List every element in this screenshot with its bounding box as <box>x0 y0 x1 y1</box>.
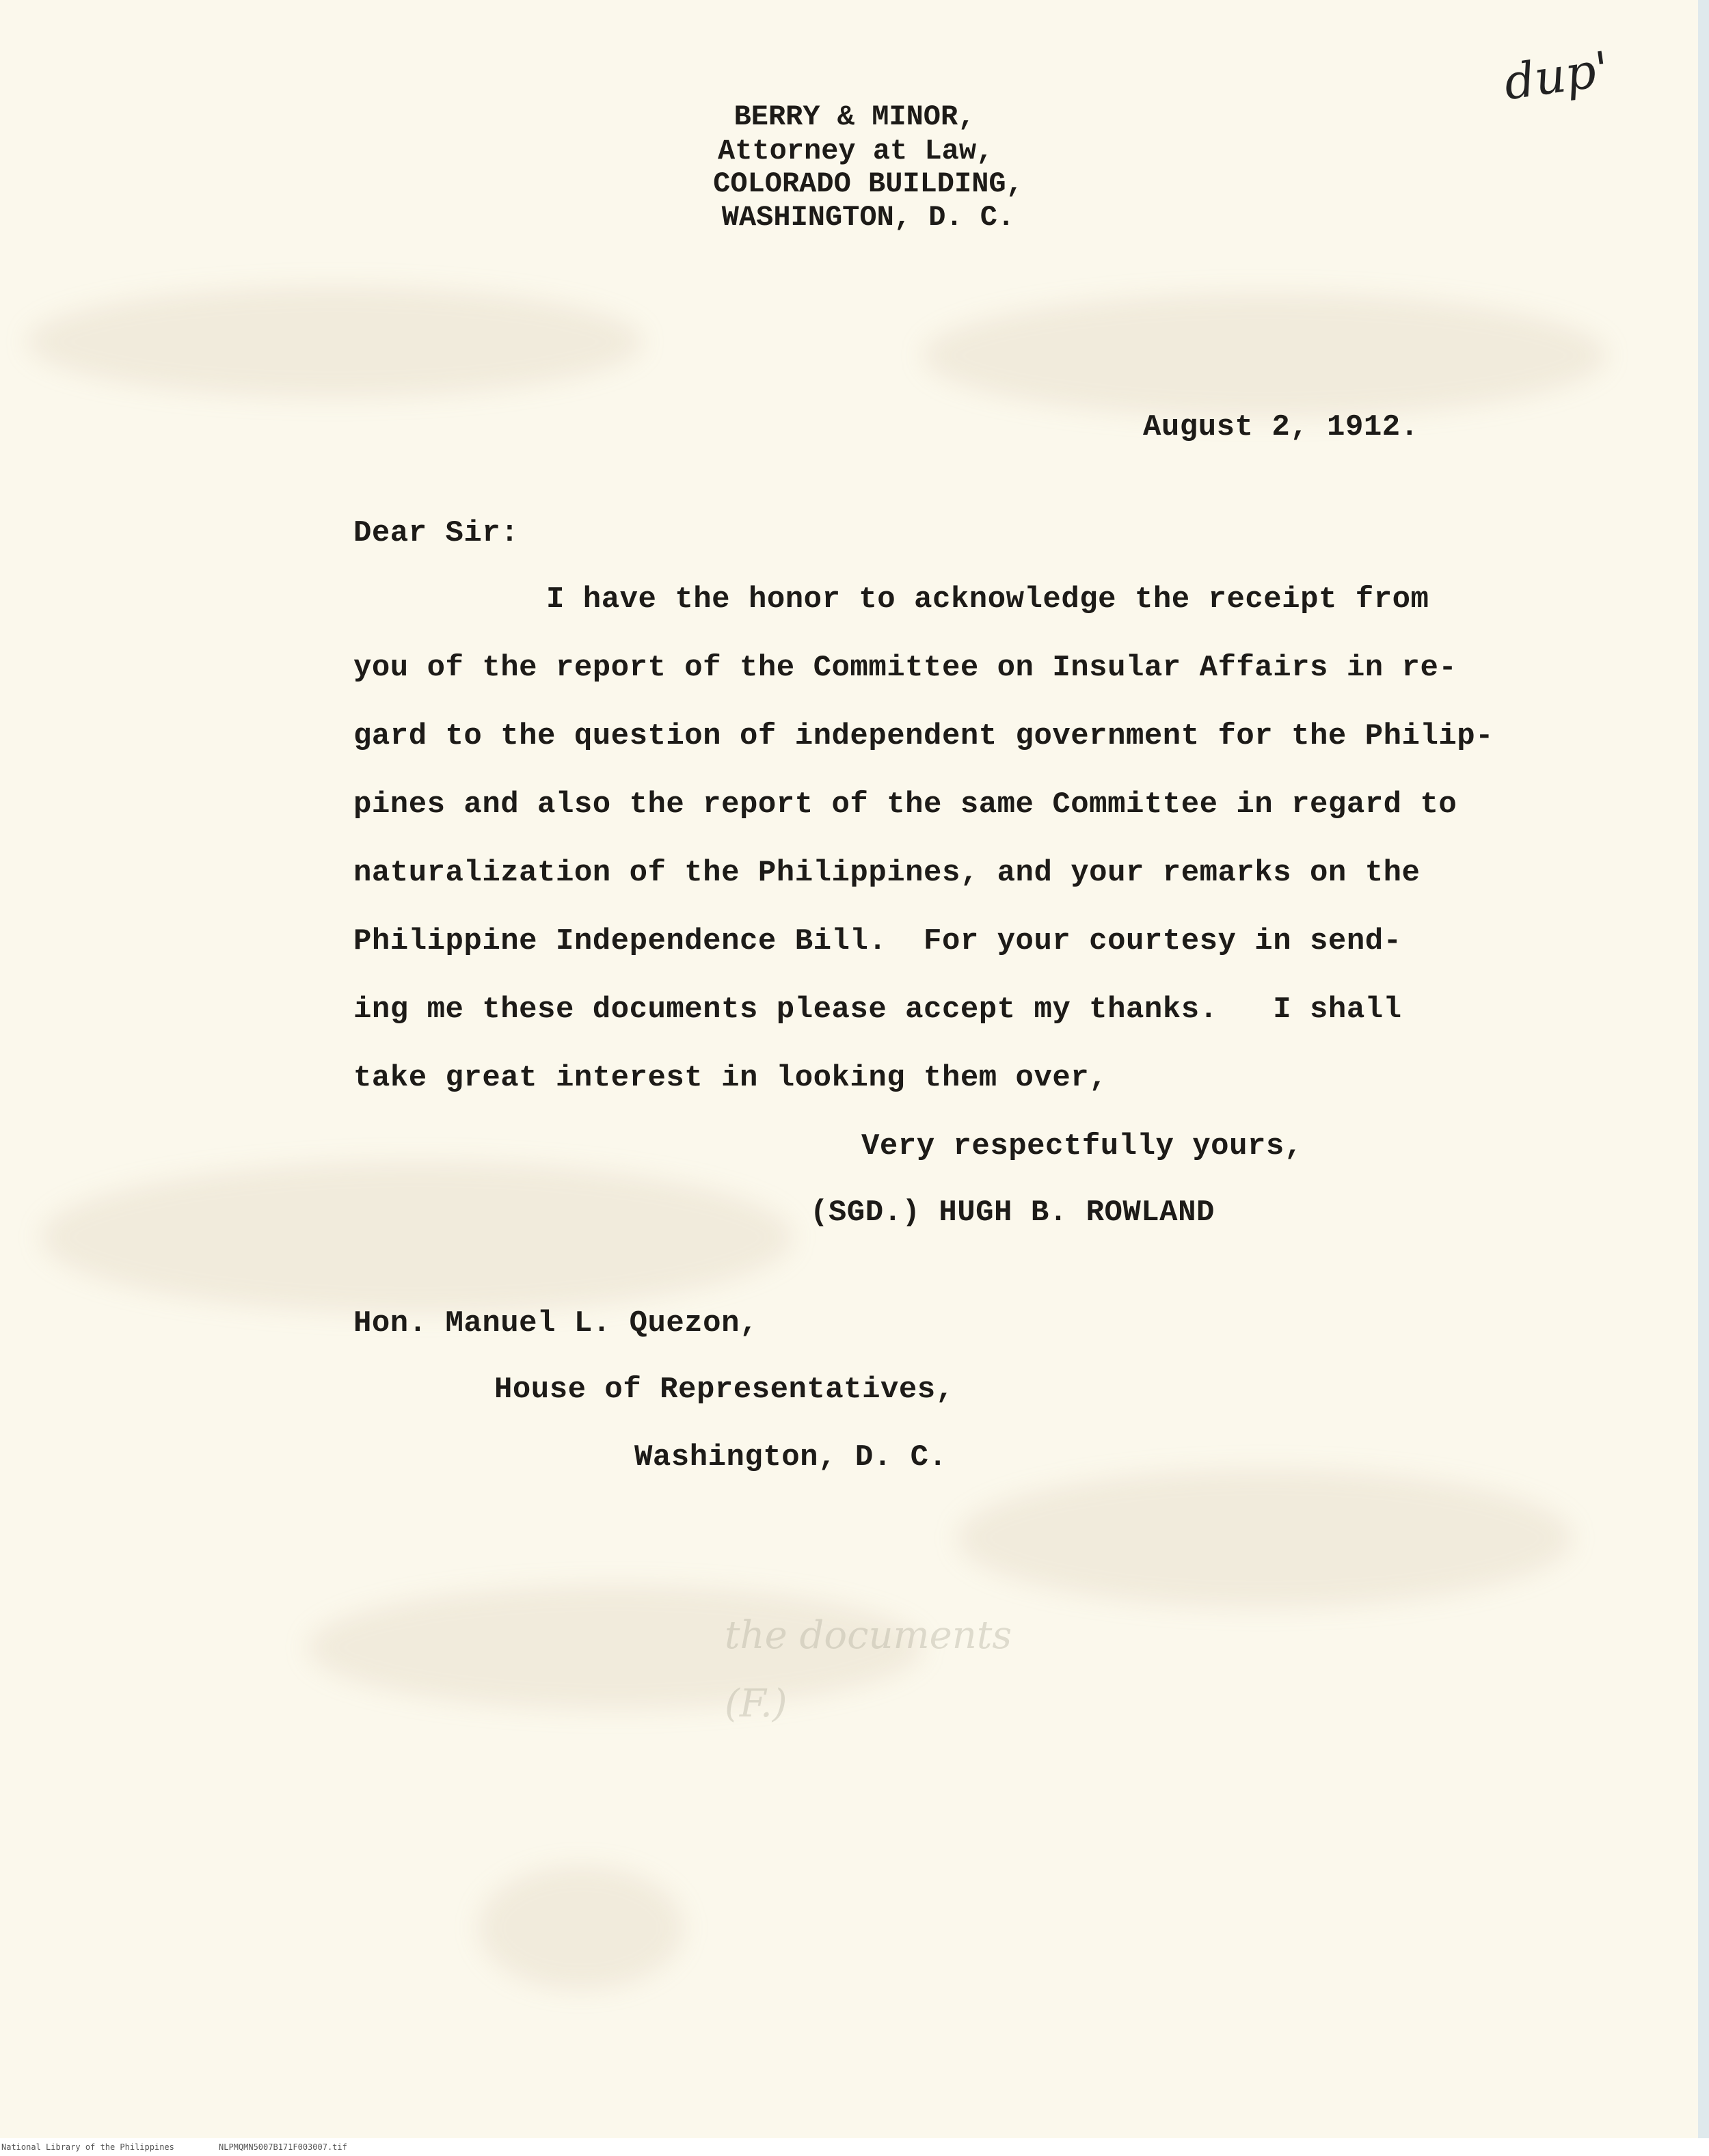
signature: (SGD.) HUGH B. ROWLAND <box>810 1196 1215 1230</box>
letterhead-building: COLORADO BUILDING, <box>713 167 1023 200</box>
paper-stain <box>479 1866 684 1989</box>
paper-stain <box>27 287 643 396</box>
body-line: naturalization of the Philippines, and your remarks on the <box>353 856 1421 890</box>
letterhead-city: WASHINGTON, D. C. <box>721 201 1015 234</box>
body-line: take great interest in looking them over, <box>353 1061 1108 1095</box>
bleedthrough-text: (F.) <box>725 1682 788 1726</box>
recipient-name: Hon. Manuel L. Quezon, <box>353 1306 758 1340</box>
recipient-city: Washington, D. C. <box>634 1440 947 1474</box>
recipient-office: House of Representatives, <box>494 1373 954 1407</box>
bleedthrough-text: the documents <box>725 1613 1012 1658</box>
paper-stain <box>923 294 1606 417</box>
body-line: you of the report of the Committee on Insular Affairs in re- <box>353 651 1457 685</box>
letterhead-firm: BERRY & MINOR, <box>734 100 975 133</box>
handwritten-annotation: dup' <box>1501 40 1613 111</box>
body-line: ing me these documents please accept my thanks. I shall <box>353 993 1402 1027</box>
paper-stain <box>957 1470 1572 1606</box>
letter-date: August 2, 1912. <box>1143 410 1419 444</box>
paper-stain <box>41 1162 793 1312</box>
closing: Very respectfully yours, <box>861 1129 1303 1163</box>
salutation: Dear Sir: <box>353 516 520 550</box>
body-line: I have the honor to acknowledge the receipt from <box>546 582 1429 617</box>
letterhead-title: Attorney at Law, <box>718 135 994 167</box>
body-line: Philippine Independence Bill. For your courtesy in send- <box>353 924 1402 958</box>
body-line: gard to the question of independent government for the Philip- <box>353 719 1494 753</box>
footer-library: National Library of the Philippines <box>1 2142 174 2152</box>
body-line: pines and also the report of the same Committee in regard to <box>353 787 1457 822</box>
footer-filename: NLPMQMN5007B171F003007.tif <box>219 2142 347 2152</box>
scan-footer <box>0 2138 1709 2156</box>
